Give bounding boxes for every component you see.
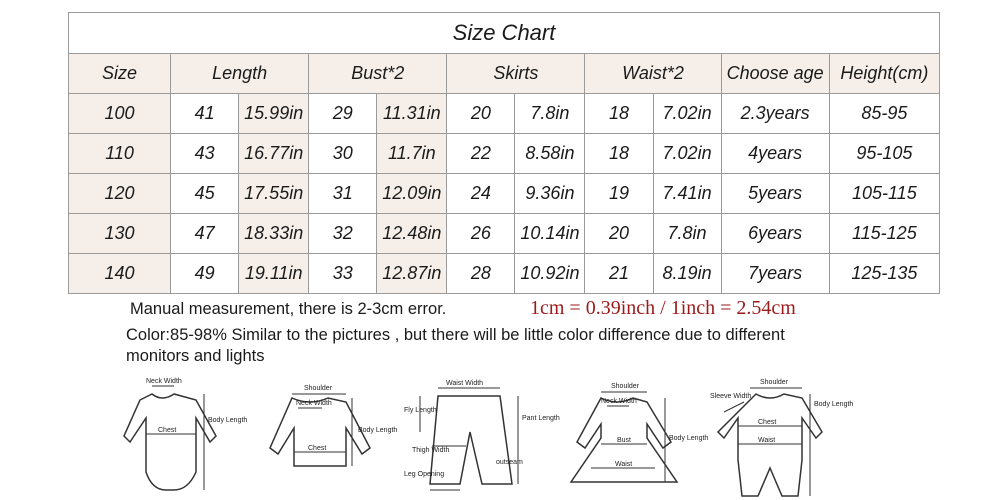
neck-width-label: Neck Width (146, 378, 182, 385)
bust-cm-cell: 29 (309, 94, 377, 134)
color-note: Color:85-98% Similar to the pictures , but there will be little color difference due to different monitors and lights (126, 326, 785, 365)
age-cell: 2.3years (721, 94, 829, 134)
length-in-cell: 17.55in (239, 174, 309, 214)
length-cm-cell: 49 (171, 254, 239, 294)
header-size: Size (69, 54, 171, 94)
waist-width-label: Waist Width (446, 380, 484, 387)
leg-opening-label: Leg Opening (404, 471, 445, 478)
pant-length-label: Pant Length (522, 415, 560, 422)
height-cell: 95-105 (829, 134, 939, 174)
chart-title: Size Chart (69, 13, 940, 54)
size-cell: 130 (69, 214, 171, 254)
skirt-in-cell: 7.8in (515, 94, 585, 134)
skirt-cm-cell: 24 (447, 174, 515, 214)
chest-label: Chest (758, 419, 777, 426)
pants-outline-icon (402, 372, 560, 500)
waist-cm-cell: 19 (585, 174, 653, 214)
bust-label: Bust (617, 437, 632, 444)
skirt-in-cell: 9.36in (515, 174, 585, 214)
chest-label: Chest (308, 445, 327, 452)
skirt-cm-cell: 28 (447, 254, 515, 294)
header-height: Height(cm) (829, 54, 939, 94)
waist-in-cell: 7.02in (653, 134, 721, 174)
size-cell: 140 (69, 254, 171, 294)
skirt-cm-cell: 26 (447, 214, 515, 254)
waist-in-cell: 7.02in (653, 94, 721, 134)
bust-cm-cell: 31 (309, 174, 377, 214)
height-cell: 105-115 (829, 174, 939, 214)
length-in-cell: 19.11in (239, 254, 309, 294)
shirt-outline-icon (250, 372, 400, 500)
neck-width-label: Neck Width (601, 398, 637, 405)
table-row (69, 94, 940, 134)
outseam-label: outseam (496, 459, 523, 466)
age-cell: 6years (721, 214, 829, 254)
waist-in-cell: 8.19in (653, 254, 721, 294)
age-cell: 7years (721, 254, 829, 294)
size-chart-table (68, 12, 940, 294)
header-skirts: Skirts (447, 54, 585, 94)
header-waist: Waist*2 (585, 54, 721, 94)
waist-cm-cell: 21 (585, 254, 653, 294)
bodysuit-diagram (100, 372, 250, 500)
body-length-label: Body Length (208, 417, 248, 424)
chest-label: Chest (158, 427, 177, 434)
body-length-label: Body Length (814, 401, 854, 408)
fly-length-label: Fly Length (404, 407, 437, 414)
age-cell: 5years (721, 174, 829, 214)
waist-label: Waist (758, 437, 776, 444)
shoulder-label: Shoulder (611, 383, 640, 390)
skirt-cm-cell: 20 (447, 94, 515, 134)
bodysuit-outline-icon (100, 372, 250, 500)
skirt-cm-cell: 22 (447, 134, 515, 174)
waist-in-cell: 7.8in (653, 214, 721, 254)
size-cell: 110 (69, 134, 171, 174)
waist-cm-cell: 20 (585, 214, 653, 254)
conversion-formula: 1cm = 0.39inch / 1inch = 2.54cm (530, 297, 796, 319)
body-length-label: Body Length (358, 427, 398, 434)
size-cell: 100 (69, 94, 171, 134)
romper-diagram (710, 372, 880, 500)
length-in-cell: 18.33in (239, 214, 309, 254)
waist-in-cell: 7.41in (653, 174, 721, 214)
shirt-diagram (250, 372, 400, 500)
age-cell: 4years (721, 134, 829, 174)
length-cm-cell: 45 (171, 174, 239, 214)
romper-outline-icon (710, 372, 880, 500)
table-row (69, 254, 940, 294)
dress-outline-icon (555, 372, 709, 500)
shoulder-label: Shoulder (304, 385, 333, 392)
skirt-in-cell: 10.14in (515, 214, 585, 254)
bust-in-cell: 11.31in (377, 94, 447, 134)
header-row (69, 54, 940, 94)
bust-in-cell: 12.09in (377, 174, 447, 214)
table-row (69, 214, 940, 254)
body-length-label: Body Length (669, 435, 709, 442)
measurement-note: Manual measurement, there is 2-3cm error. (130, 300, 447, 318)
length-cm-cell: 41 (171, 94, 239, 134)
height-cell: 115-125 (829, 214, 939, 254)
waist-label: Waist (615, 461, 633, 468)
measurement-diagrams (100, 372, 980, 500)
length-in-cell: 16.77in (239, 134, 309, 174)
header-age: Choose age (721, 54, 829, 94)
bust-in-cell: 11.7in (377, 134, 447, 174)
length-in-cell: 15.99in (239, 94, 309, 134)
table-row (69, 134, 940, 174)
dress-diagram (555, 372, 709, 500)
bust-cm-cell: 32 (309, 214, 377, 254)
size-cell: 120 (69, 174, 171, 214)
length-cm-cell: 47 (171, 214, 239, 254)
header-bust: Bust*2 (309, 54, 447, 94)
bust-cm-cell: 33 (309, 254, 377, 294)
height-cell: 85-95 (829, 94, 939, 134)
header-length: Length (171, 54, 309, 94)
bust-in-cell: 12.87in (377, 254, 447, 294)
waist-cm-cell: 18 (585, 134, 653, 174)
skirt-in-cell: 10.92in (515, 254, 585, 294)
bust-cm-cell: 30 (309, 134, 377, 174)
thigh-width-label: Thigh Width (412, 447, 450, 454)
bust-in-cell: 12.48in (377, 214, 447, 254)
sleeve-width-label: Sleeve Width (710, 393, 752, 400)
length-cm-cell: 43 (171, 134, 239, 174)
shoulder-label: Shoulder (760, 379, 789, 386)
height-cell: 125-135 (829, 254, 939, 294)
table-row (69, 174, 940, 214)
neck-width-label: Neck Width (296, 400, 332, 407)
waist-cm-cell: 18 (585, 94, 653, 134)
pants-diagram (402, 372, 560, 500)
skirt-in-cell: 8.58in (515, 134, 585, 174)
